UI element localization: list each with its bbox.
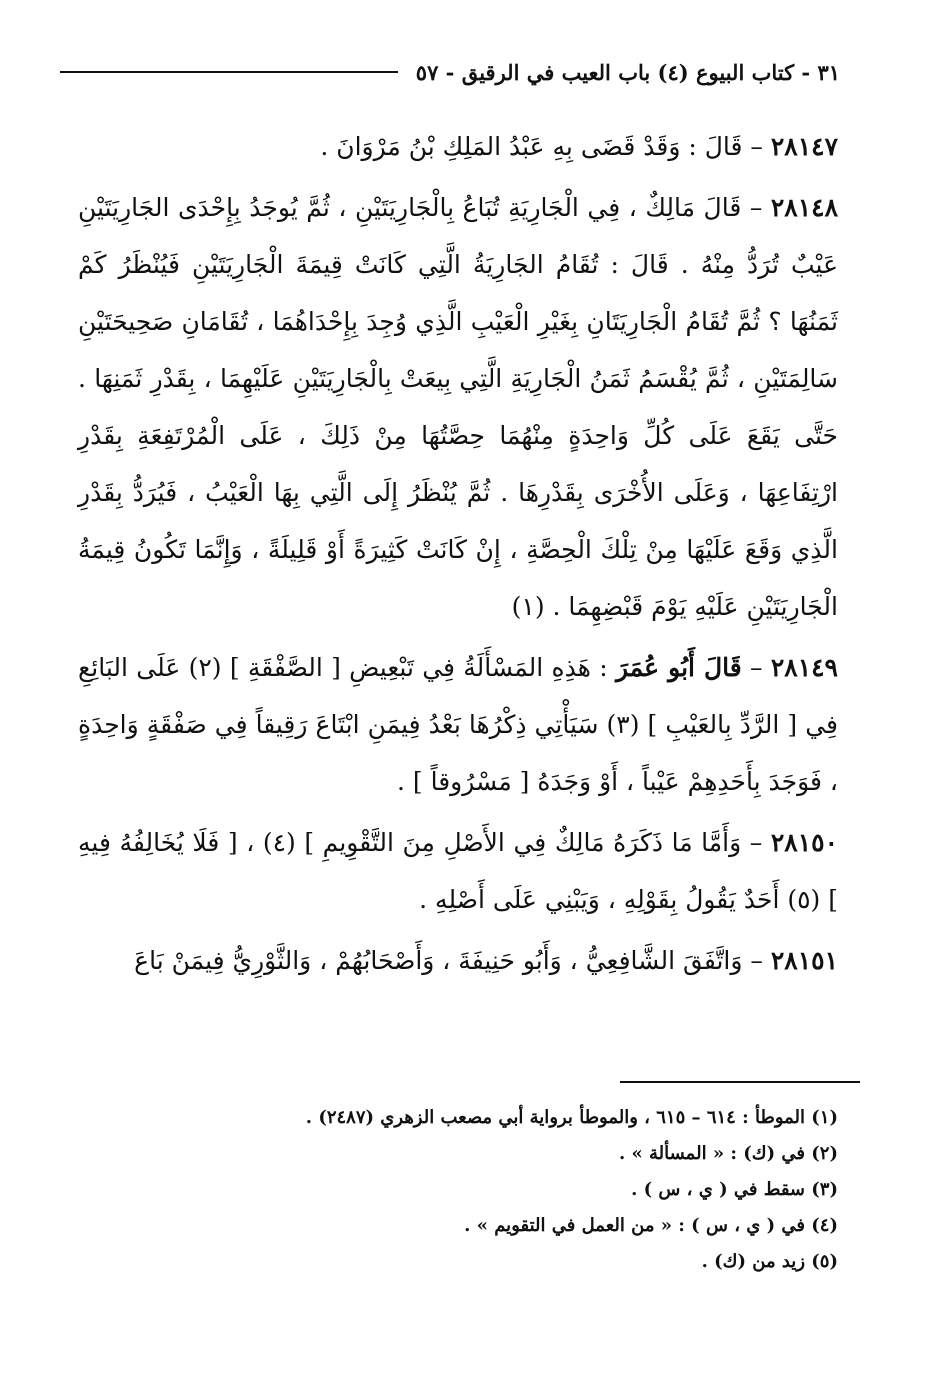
footnote-1: (١) الموطأ : ٦١٤ – ٦١٥ ، والموطأ برواية أبي مصعب الزهري (٢٤٨٧) . <box>305 1107 838 1128</box>
paragraph-number: ٢٨١٥١ <box>770 946 838 975</box>
header-rule <box>60 71 398 73</box>
footnote-5: (٥) زيد من (ك) . <box>701 1251 838 1272</box>
paragraph-text: ، فِي الْجَارِيَةِ تُبَاعُ بِالْجَارِيَتَيْنِ ، ثُمَّ يُوجَدُ بِإِحْدَى الجَارِيَتَيْنِ عَيْبٌ تُرَدُّ مِنْهُ . قَالَ : تُقَامُ الجَارِيَةُ الَّتِي كَانَتْ قِيمَةَ الْجَارِيَتَيْنِ فَيُنْظَرُ كَمْ ثَمَنُهَا ؟ ثُمَّ تُقَامُ الْجَارِيَتَانِ بِغَيْرِ الْعَيْبِ الَّذِي وُجِدَ بِإِحْدَاهُمَا ، تُقَامَانِ صَحِيحَتَيْنِ سَالِمَتَيْنِ ، ثُمَّ يُقْسَمُ ثَمَنُ الْجَارِيَةِ الَّتِي بِيعَتْ بِالْجَارِيَتَيْنِ عَلَيْهِمَا ، بِقَدْرِ ثَمَنِهَا . حَتَّى يَقَعَ عَلَى كُلِّ وَاحِدَةٍ مِنْهُمَا حِصَّتُهَا مِنْ ذَلِكَ ، عَلَى الْمُرْتَفِعَةِ بِقَدْرِ ارْتِفَاعِهَا ، وَعَلَى الأُخْرَى بِقَدْرِهَا . ثُمَّ يُنْظَرُ إِلَى الَّتِي بِهَا الْعَيْبُ ، فَيُرَدُّ بِقَدْرِ الَّذِي وَقَعَ عَلَيْهَا مِنْ تِلْكَ الْحِصَّةِ ، إِنْ كَانَتْ كَثِيرَةً أَوْ قَلِيلَةً ، وَإِنَّمَا تَكُونُ قِيمَةُ الْجَارِيَتَيْنِ عَلَيْهِ يَوْمَ قَبْضِهِمَا . (١) <box>78 193 838 621</box>
paragraph-lead: قَالَ أَبُو عُمَرَ <box>615 653 742 682</box>
footnote-separator <box>620 1081 860 1083</box>
main-text <box>78 118 838 993</box>
dash: – <box>741 828 763 857</box>
paragraph-28149 <box>78 639 838 810</box>
paragraph-28148 <box>78 179 838 635</box>
footnote-2: (٢) في (ك) : « المسألة » . <box>618 1143 838 1164</box>
paragraph-lead: قَالَ مَالِكٌ <box>645 193 742 222</box>
header-title: ٣١ - كتاب البيوع (٤) باب العيب في الرقيق - ٥٧ <box>415 59 840 85</box>
dash: – <box>741 653 763 682</box>
footnote-4: (٤) في ( ي ، س ) : « من العمل في التقويم » . <box>464 1215 838 1236</box>
dash: – <box>742 946 763 975</box>
footnote-3: (٣) سقط في ( ي ، س ) . <box>631 1179 838 1200</box>
paragraph-text: : هَذِهِ المَسْأَلَةُ فِي تَبْعِيضِ [ الصَّفْقَةِ ] (٢) عَلَى البَائِعِ فِي [ الرَّدِّ بِالعَيْبِ ] (٣) سَيَأْتِي ذِكْرُهَا بَعْدُ فِيمَنِ ابْتَاعَ رَقِيقاً فِي صَفْقَةٍ وَاحِدَةٍ ، فَوَجَدَ بِأَحَدِهِمْ عَيْباً ، أَوْ وَجَدَهُ [ مَسْرُوقاً ] . <box>78 653 838 796</box>
paragraph-text: : وَقَدْ قَضَى بِهِ عَبْدُ المَلِكِ بْنُ مَرْوَانَ . <box>320 132 697 161</box>
paragraph-lead: قَالَ <box>704 132 743 161</box>
running-header <box>60 52 840 92</box>
dash: – <box>742 132 763 161</box>
paragraph-number: ٢٨١٤٩ <box>770 653 838 682</box>
paragraph-28150 <box>78 814 838 928</box>
paragraph-number: ٢٨١٤٧ <box>770 132 838 161</box>
dash: – <box>741 193 763 222</box>
paragraph-text: وَأَمَّا مَا ذَكَرَهُ مَالِكٌ فِي الأَصْلِ مِنَ التَّقْوِيمِ ] (٤) ، [ فَلَا يُخَالِفُهُ فِيهِ ] (٥) أَحَدٌ يَقُولُ بِقَوْلِهِ ، وَيَبْنِي عَلَى أَصْلِهِ . <box>78 828 838 914</box>
paragraph-28147 <box>78 118 838 175</box>
paragraph-number: ٢٨١٤٨ <box>770 193 838 222</box>
paragraph-number: ٢٨١٥٠ <box>770 828 838 857</box>
paragraph-text: وَاتَّفَقَ الشَّافِعِيُّ ، وَأَبُو حَنِيفَةَ ، وَأَصْحَابُهُمْ ، وَالثَّوْرِيُّ فِيمَنْ بَاعَ <box>134 946 743 975</box>
footnotes <box>120 1100 838 1280</box>
paragraph-28151 <box>78 932 838 989</box>
